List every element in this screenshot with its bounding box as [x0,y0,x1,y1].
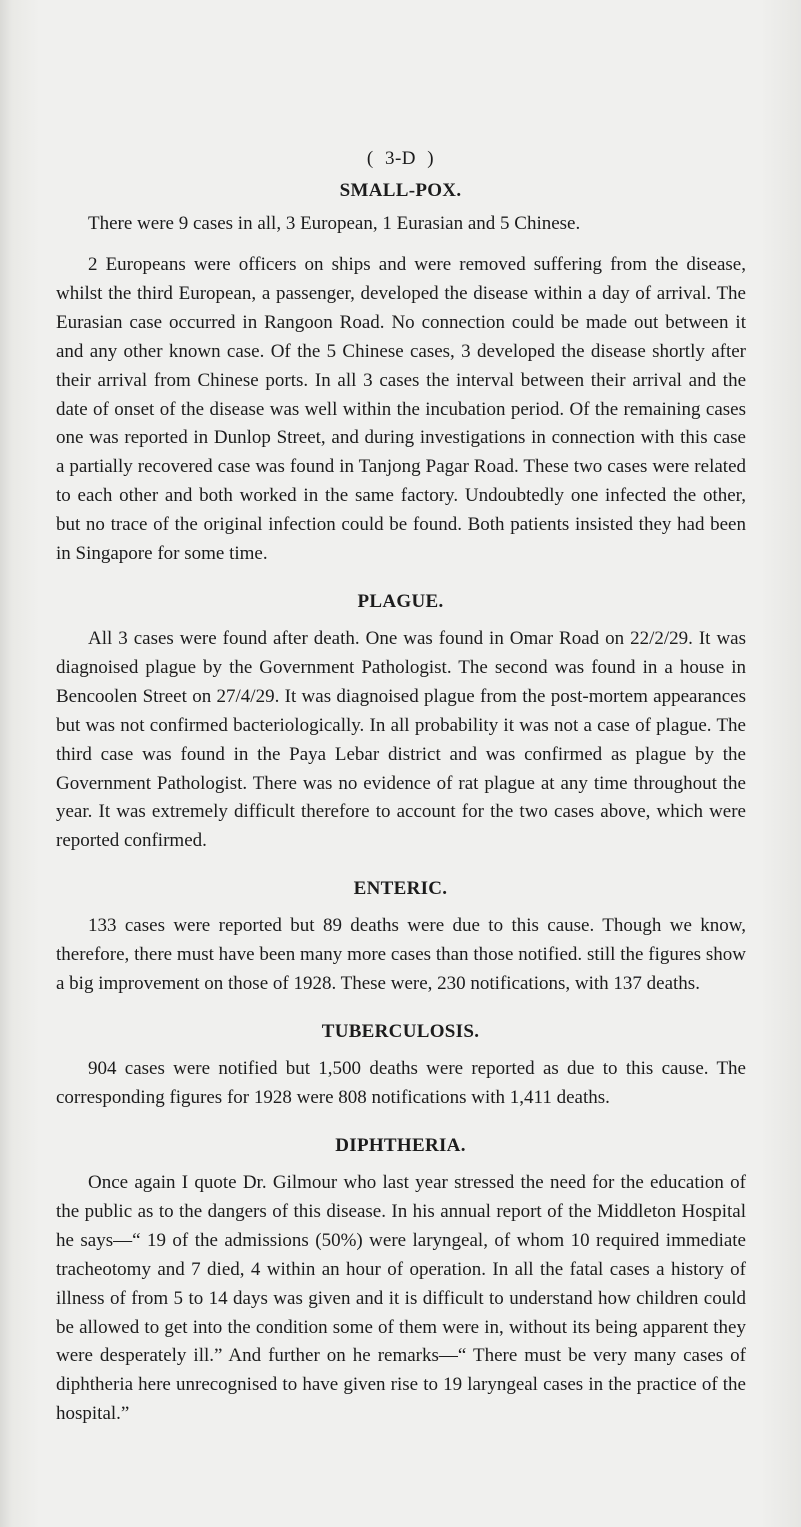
small-pox-paragraph-1: There were 9 cases in all, 3 European, 1 Eurasian and 5 Chinese. [88,213,581,234]
plague-paragraph: All 3 cases were found after death. One was found in Omar Road on 22/2/29. It was diagnoised plague by the Government Pathologist. The second was found in a house in Bencoolen Street on 27/4/29. It was diagnoised plague from the post-mortem appearances but was not confirmed bacteriologically. In all probability it was not a case of plague. The third case was found in the Paya Lebar district and was confirmed as plague by the Government Pathologist. There was no evidence of rat plague at any time throughout the year. It was extremely difficult therefore to account for the two cases above, which were reported confirmed. [56,628,746,852]
small-pox-paragraph-2: 2 Europeans were officers on ships and were removed suffering from the disease, whilst the third European, a passenger, developed the disease within a day of arrival. The Eurasian case occurred in Rangoon Road. No connection could be made out between it and any other known case. Of the 5 Chinese cases, 3 developed the disease shortly after their arrival from Chinese ports. In all 3 cases the interval between their arrival and the date of onset of the disease was well within the incubation period. Of the remaining cases one was reported in Dunlop Street, and during investigations in connection with this case a partially recovered case was found in Tanjong Pagar Road. These two cases were related to each other and both worked in the same factory. Undoubtedly one infected the other, but no trace of the original infection could be found. Both patients insisted they had been in Singapore for some time. [56,254,746,565]
page-number-header: ( 3-D ) [366,148,435,169]
enteric-paragraph: 133 cases were reported but 89 deaths were due to this cause. Though we know, therefore, there must have been many more cases than those notified. still the figures show a big improvement on those of 1928. These were, 230 notifications, with 137 deaths. [56,915,746,994]
section-title-tuberculosis: TUBERCULOSIS. [321,1021,480,1042]
section-title-enteric: ENTERIC. [353,878,448,899]
section-title-small-pox: SMALL-POX. [339,180,462,201]
tuberculosis-paragraph: 904 cases were notified but 1,500 deaths were reported as due to this cause. The corresponding figures for 1928 were 808 notifications with 1,411 deaths. [56,1058,746,1108]
diphtheria-paragraph: Once again I quote Dr. Gilmour who last year stressed the need for the education of the public as to the dangers of this disease. In his annual report of the Middleton Hospital he says—“ 19 of the admissions (50%) were laryngeal, of whom 10 required immediate tracheotomy and 7 died, 4 within an hour of operation. In all the fatal cases a history of illness of from 5 to 14 days was given and it is difficult to understand how children could be allowed to get into the condition some of them were in, without its being apparent they were desperately ill.” And further on he remarks—“ There must be very many cases of diphtheria here unrecognised to have given rise to 19 laryngeal cases in the practice of the hospital.” [56,1172,746,1425]
section-title-plague: PLAGUE. [357,591,444,612]
section-title-diphtheria: DIPHTHERIA. [335,1135,466,1156]
